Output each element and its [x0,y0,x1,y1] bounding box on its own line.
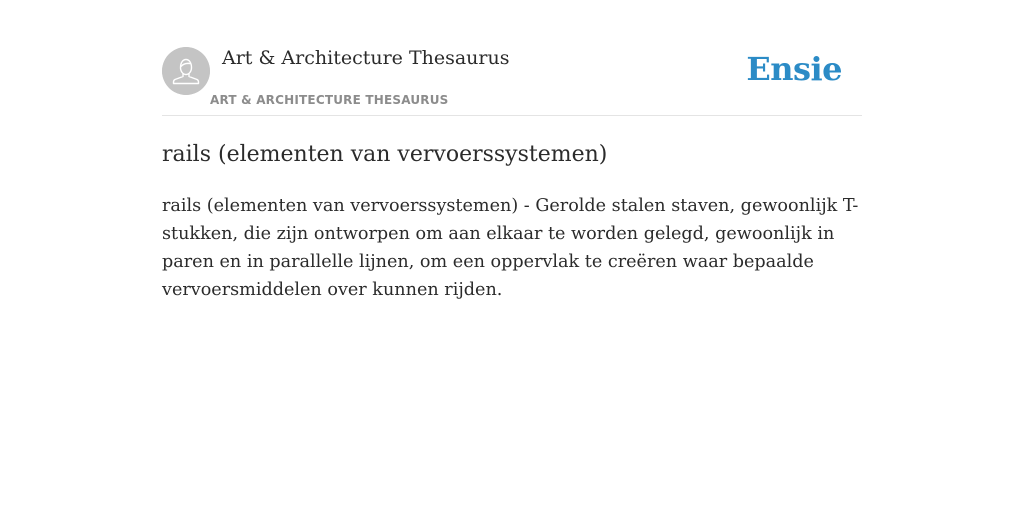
author-avatar[interactable] [162,47,210,95]
author-name[interactable]: Art & Architecture Thesaurus [222,47,510,69]
page-title: rails (elementen van vervoerssystemen) [162,142,608,167]
brand-logo[interactable]: Ensie [746,50,842,88]
header [162,0,862,116]
category-label[interactable]: ART & ARCHITECTURE THESAURUS [210,93,449,107]
definition-text: rails (elementen van vervoerssystemen) - Gerolde stalen staven, gewoonlijk T-stukken, die zijn ontworpen om aan elkaar te worden gelegd, gewoonlijk in paren en in parallelle lijnen, om een oppervlak te creëren waar bepaalde vervoersmiddelen over kunnen rijden. [162,196,859,300]
user-silhouette-icon [162,47,210,95]
